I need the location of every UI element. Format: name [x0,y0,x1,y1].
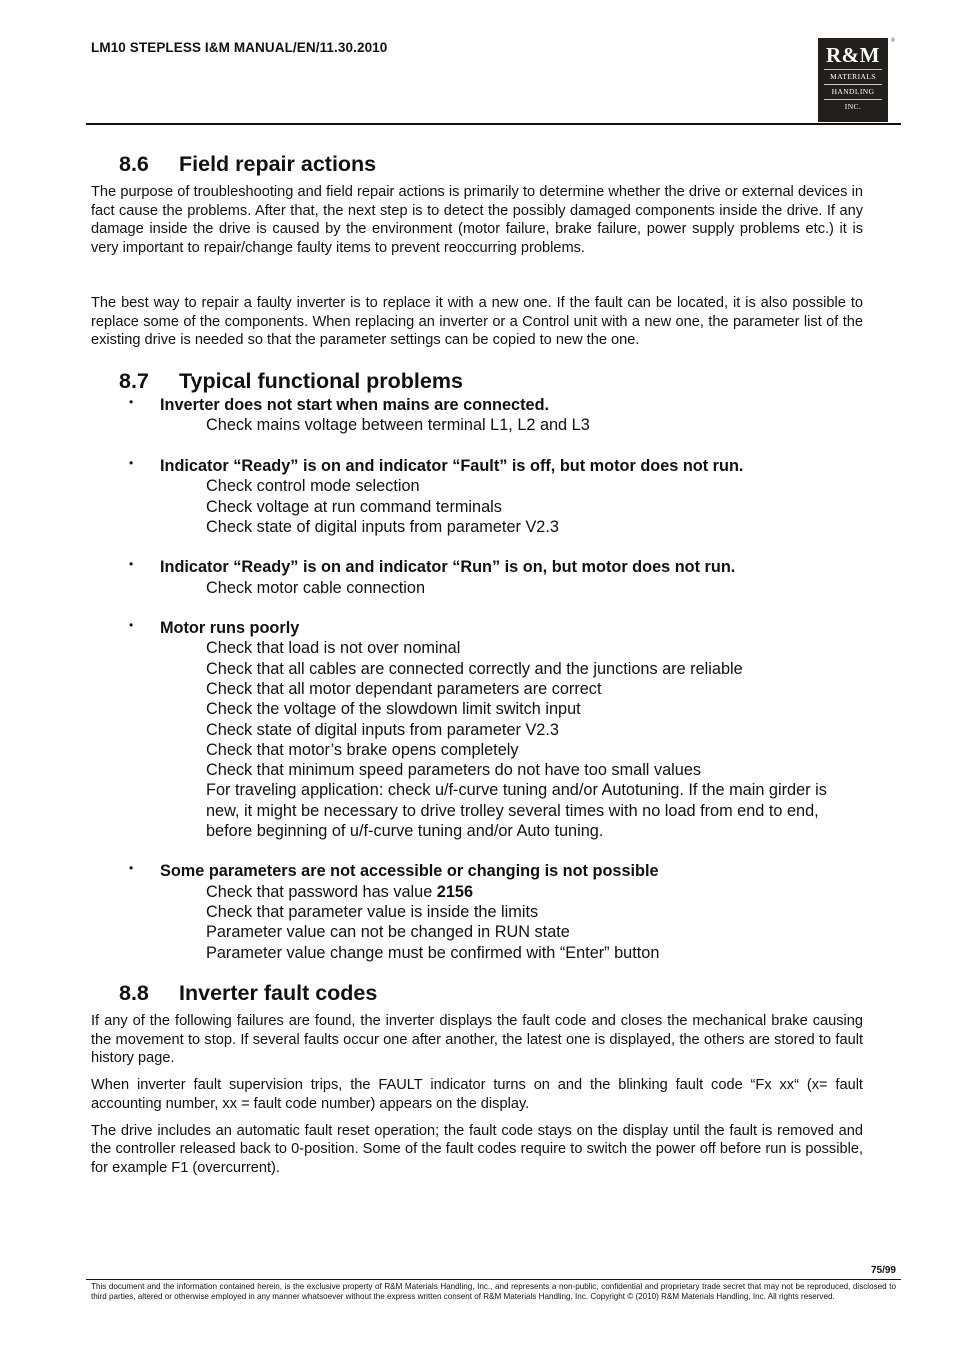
page-number: 75/99 [870,1265,896,1276]
check-line: Check that all cables are connected correctly and the junctions are reliable [206,659,743,678]
password-value: 2156 [436,882,474,901]
section-8-6-paragraph-1: The purpose of troubleshooting and field repair actions is primarily to determine whether the drive or external devices in fact cause the problems. After that, the next step is to detect the possibly damaged components inside the drive. If any damage inside the drive is caused by the environment (motor failure, brake failure, power supply problems etc.) it is very important to repair/change faulty items to prevent reoccurring problems. [91,184,863,257]
problem-item [91,456,863,537]
check-line: Check that minimum speed parameters do not have too small values [206,761,702,780]
section-8-8-paragraph-3: The drive includes an automatic fault reset operation; the fault code stays on the display until the fault is removed and the controller released back to 0-position. Some of the fault codes require to switch the power off before run is possible, for example F1 (overcurrent). [91,1122,863,1176]
problem-item [91,861,863,963]
problem-title: Indicator “Ready” is on and indicator “Run” is on, but motor does not run. [160,558,736,577]
section-8-8-paragraph-2: When inverter fault supervision trips, the FAULT indicator turns on and the blinking fault code “Fx xx“ (x= fault accounting number, xx = fault code number) appears on the display. [91,1077,863,1112]
bullet-icon: • [129,455,134,470]
problem-title: Inverter does not start when mains are connected. [160,395,550,414]
check-line: Check state of digital inputs from parameter V2.3 [206,720,559,739]
check-line: Check that parameter value is inside the limits [206,903,539,922]
check-line: Check control mode selection [206,477,420,496]
check-line: Check mains voltage between terminal L1, L2 and L3 [206,416,590,435]
section-8-8-paragraph-1: If any of the following failures are found, the inverter displays the fault code and closes the mechanical brake causing the movement to stop. If several faults occur one after another, the latest one is displayed, the others are stored to fault history page. [91,1013,863,1067]
bullet-icon: • [129,861,134,876]
problem-title: Motor runs poorly [160,618,300,637]
check-line: Parameter value can not be changed in RUN state [206,923,570,942]
check-line: Check state of digital inputs from parameter V2.3 [206,517,559,536]
check-line: Check that load is not over nominal [206,639,461,658]
problem-title: Indicator “Ready” is on and indicator “Fault” is off, but motor does not run. [160,456,744,475]
problem-item [91,618,863,841]
section-8-7-heading: 8.7 Typical functional problems [119,368,463,393]
section-8-6-heading: 8.6 Field repair actions [119,152,377,176]
section-8-6-paragraph-2: The best way to repair a faulty inverter is to replace it with a new one. If the fault can be located, it is also possible to replace some of the components. When replacing an inverter or a Control unit with a new one, the parameter list of the existing drive is needed so that the parameter settings can be copied to new the one. [91,294,863,349]
check-line: Check the voltage of the slowdown limit switch input [206,700,581,719]
bullet-icon: • [129,557,134,572]
check-line: For traveling application: check u/f-curve tuning and/or Autotuning. If the main girder is new, it might be necessary to drive trolley several times with no load from end to end, before beginning of u/f-curve tuning and/or Auto tuning. [206,781,827,841]
header-divider [86,123,901,125]
problem-item [91,395,863,436]
logo-rm: R&M [826,43,880,67]
check-line-password: Check that password has value 2156 [206,882,474,901]
bullet-icon: • [129,617,134,632]
check-line: Check that all motor dependant parameters are correct [206,680,602,698]
document-header-title: LM10 STEPLESS I&M MANUAL/EN/11.30.2010 [91,40,388,55]
page-content [91,152,863,1178]
problem-item [91,557,863,598]
section-8-8-heading: 8.8 Inverter fault codes [119,981,378,1006]
rm-logo [818,38,895,122]
check-line: Check voltage at run command terminals [206,497,502,516]
registered-mark: ® [890,38,895,44]
bullet-icon: • [129,394,134,409]
check-line: Check that motor’s brake opens completely [206,740,519,759]
logo-materials: MATERIALS [830,72,876,81]
logo-handling: HANDLING [831,87,875,96]
footer-divider [86,1279,901,1280]
footer-disclaimer: This document and the information contained herein, is the exclusive property of R&M Materials Handling, Inc., and represents a non-public, confidential and proprietary trade secret that may not be reproduced, disclosed to third parties, altered or otherwise employed in any manner whatsoever without the express written consent of R&M Materials Handling, Inc. Copyright © (2010) R&M Materials Handling, Inc. All rights reserved. [91,1282,896,1302]
logo-inc: INC. [844,102,862,111]
check-line: Parameter value change must be confirmed with “Enter” button [206,943,660,962]
check-line: Check motor cable connection [206,578,426,597]
problem-title: Some parameters are not accessible or changing is not possible [160,862,659,881]
